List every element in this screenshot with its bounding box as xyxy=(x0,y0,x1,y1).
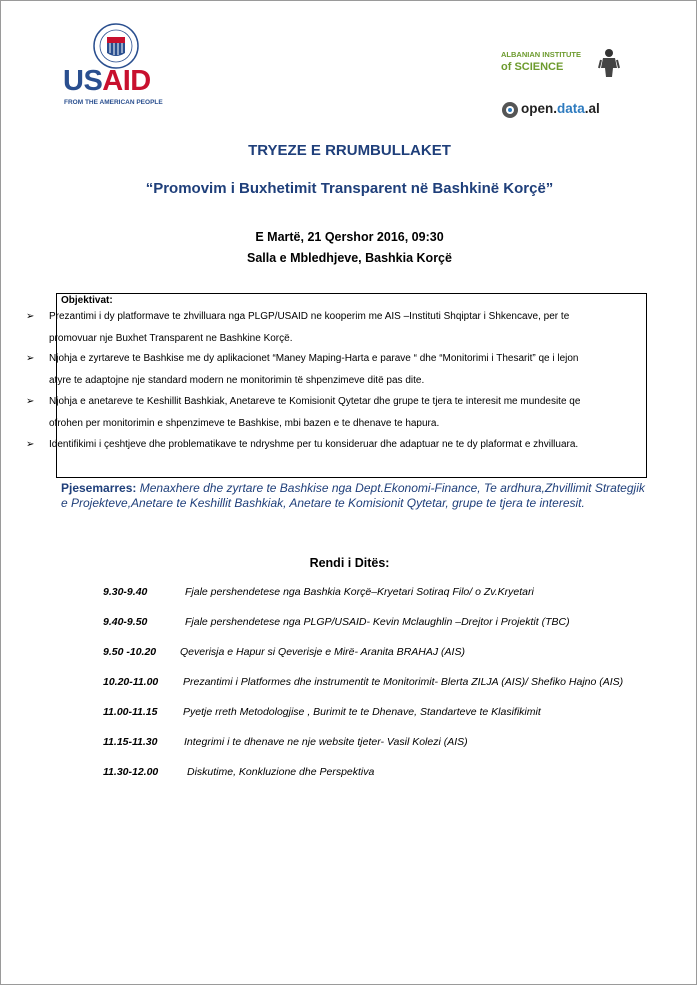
event-date: E Martë, 21 Qershor 2016, 09:30 xyxy=(255,230,444,244)
usaid-seal-icon xyxy=(93,23,139,69)
agenda-time: 11.15-11.30 xyxy=(103,736,158,748)
event-venue: Salla e Mbledhjeve, Bashkia Korçë xyxy=(247,251,452,265)
usaid-aid: AID xyxy=(102,65,151,97)
participants-paragraph xyxy=(61,481,651,511)
agenda-description: Integrimi i te dhenave ne nje website tjeter- Vasil Kolezi (AIS) xyxy=(184,736,468,748)
arrow-bullet-icon: ➢ xyxy=(26,311,35,322)
opendata-prefix: open. xyxy=(521,101,557,116)
usaid-us: US xyxy=(63,65,103,97)
agenda-time: 10.20-11.00 xyxy=(103,676,159,688)
arrow-bullet-icon: ➢ xyxy=(26,396,35,407)
participants-text: Menaxhere dhe zyrtare te Bashkise nga Dept.Ekonomi-Finance, Te ardhura,Zhvillimit Strategjik e Projekteve,Anetare te Keshillit Bashkiak, Anetare te Komisionit Qytetar, grupe te tjera te interesit. xyxy=(61,481,645,510)
agenda-row xyxy=(103,766,374,778)
ais-name-line2: of SCIENCE xyxy=(501,61,564,73)
objectives-heading: Objektivat: xyxy=(61,295,113,306)
agenda-description: Diskutime, Konkluzione dhe Perspektiva xyxy=(187,766,375,778)
agenda-row xyxy=(103,736,468,748)
usaid-wordmark xyxy=(63,67,151,96)
objective-text: Identifikimi i çeshtjeve dhe problematikave te ndryshme per tu konsideruar dhe adaptuar ne te dy plaformat e zhvilluara. xyxy=(49,439,579,450)
usaid-logo xyxy=(63,23,173,106)
usaid-tagline: FROM THE AMERICAN PEOPLE xyxy=(64,99,163,106)
arrow-bullet-icon: ➢ xyxy=(26,353,35,364)
agenda-time: 9.40-9.50 xyxy=(103,616,148,628)
agenda-row xyxy=(103,586,534,598)
opendata-suffix: .al xyxy=(584,101,600,116)
arrow-bullet-icon: ➢ xyxy=(26,439,35,450)
ais-name-line1: ALBANIAN INSTITUTE xyxy=(501,50,581,59)
opendata-text xyxy=(521,101,600,116)
agenda-time: 11.00-11.15 xyxy=(103,706,158,718)
agenda-description: Prezantimi i Platformes dhe instrumentit te Monitorimit- Blerta ZILJA (AIS)/ Shefiko Hajno (AIS) xyxy=(183,676,624,688)
agenda-row xyxy=(103,706,541,718)
opendata-highlight: data xyxy=(557,101,585,116)
agenda-time: 9.30-9.40 xyxy=(103,586,148,598)
objective-text: Njohja e anetareve te Keshillit Bashkiak, Anetareve te Komisionit Qytetar dhe grupe te tjera te interesit me mundesite qe ofrohen per monitorimin e shpenzimeve te Bashkise, mbi bazen e te dhenave te hapura. xyxy=(49,396,581,429)
opendata-globe-icon xyxy=(501,101,521,119)
agenda-time: 9.50 -10.20 xyxy=(103,646,157,658)
participants-label: Pjesemarres: xyxy=(61,481,137,495)
agenda-row xyxy=(103,616,570,628)
agenda-time: 11.30-12.00 xyxy=(103,766,159,778)
agenda-description: Fjale pershendetese nga PLGP/USAID- Kevin Mclaughlin –Drejtor i Projektit (TBC) xyxy=(185,616,570,628)
opendata-logo xyxy=(501,99,621,121)
scientist-figure-icon xyxy=(598,48,620,78)
agenda-row xyxy=(103,646,465,658)
objective-text: Njohja e zyrtareve te Bashkise me dy aplikacionet “Maney Maping-Harta e parave “ dhe “Monitorimi i Thesarit” qe i lejon atyre te adaptojne nje standard modern ne monitorimin të shpenzimeve ditë pas dite. xyxy=(49,353,579,386)
agenda-description: Fjale pershendetese nga Bashkia Korçë–Kryetari Sotiraq Filo/ o Zv.Kryetari xyxy=(185,586,534,598)
agenda-title: Rendi i Ditës: xyxy=(309,556,390,570)
document-subtitle: “Promovim i Buxhetimit Transparent në Bashkinë Korçë” xyxy=(145,180,554,197)
objective-text: Prezantimi i dy platformave te zhvilluara nga PLGP/USAID ne kooperim me AIS –Instituti Shqiptar i Shkencave, per te promovuar nje Buxhet Transparent ne Bashkine Korçë. xyxy=(49,311,570,344)
agenda-row xyxy=(103,676,623,688)
document-title: TRYEZE E RRUMBULLAKET xyxy=(248,142,451,159)
agenda-description: Pyetje rreth Metodologjise , Burimit te te Dhenave, Standarteve te Klasifikimit xyxy=(183,706,541,718)
ais-logo xyxy=(501,46,626,81)
agenda-description: Qeverisja e Hapur si Qeverisje e Mirë- Aranita BRAHAJ (AIS) xyxy=(180,646,465,658)
